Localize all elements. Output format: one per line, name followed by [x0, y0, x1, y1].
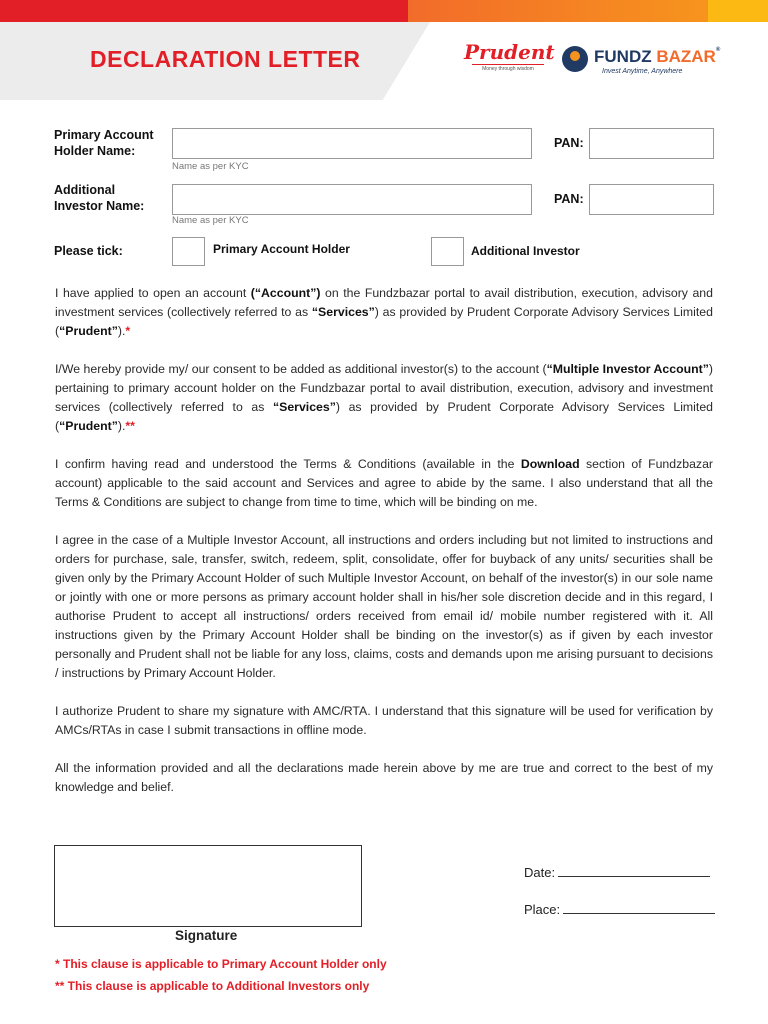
- paragraph-3: [55, 455, 713, 512]
- primary-holder-label-line1: Primary Account: [54, 128, 154, 142]
- top-bar-orange-segment: [408, 0, 708, 22]
- page-title: DECLARATION LETTER: [90, 46, 361, 72]
- additional-pan-label: PAN:: [554, 192, 584, 206]
- additional-investor-label: [54, 182, 144, 214]
- p2-text-c: ) pertaining to primary account holder on the Fundzbazar portal to avail distribution, execution, advisory and investment services (collectively referred to as: [55, 362, 713, 414]
- p2-bold-multiple-investor-account: “Multiple Investor Account”: [546, 362, 709, 376]
- fundzbazar-logo-text-b: BAZAR: [656, 47, 716, 66]
- p2-text-g: ).: [117, 419, 126, 433]
- additional-investor-name-input[interactable]: [172, 184, 532, 215]
- additional-investor-checkbox[interactable]: [431, 237, 464, 266]
- signature-box[interactable]: [54, 845, 362, 927]
- primary-holder-option-label: Primary Account Holder: [213, 242, 350, 256]
- p3-text-a: I confirm having read and understood the Terms & Conditions (available in the: [55, 457, 521, 471]
- p2-text-e: ) as provided by Prudent Corporate Advisory Services Limited (: [55, 400, 713, 433]
- additional-investor-label-line1: Additional: [54, 183, 116, 197]
- fundzbazar-trademark: ®: [715, 47, 721, 53]
- top-color-bar: [0, 0, 768, 22]
- p2-bold-services: “Services”: [272, 400, 336, 414]
- p1-text-c: on the Fundzbazar portal to avail distribution, execution, advisory and investment services (collectively referred to as: [55, 286, 713, 319]
- p2-bold-prudent: “Prudent”: [59, 419, 118, 433]
- primary-holder-checkbox[interactable]: [172, 237, 205, 266]
- date-field[interactable]: [524, 864, 710, 880]
- additional-pan-input[interactable]: [589, 184, 714, 215]
- p1-text-g: ).: [117, 324, 126, 338]
- top-bar-red-segment: [0, 0, 408, 22]
- primary-holder-label-line2: Holder Name:: [54, 144, 136, 158]
- fundzbazar-logo-text: [594, 47, 720, 67]
- please-tick-label: Please tick:: [54, 244, 123, 258]
- p1-bold-prudent: “Prudent”: [59, 324, 118, 338]
- fundzbazar-logo-icon: [562, 46, 588, 72]
- top-bar-yellow-segment: [708, 0, 768, 22]
- primary-holder-label: [54, 127, 154, 159]
- fundzbazar-logo: [562, 44, 722, 76]
- additional-investor-label-line2: Investor Name:: [54, 199, 145, 213]
- additional-investor-option-label: Additional Investor: [471, 244, 580, 258]
- p2-text-a: I/We hereby provide my/ our consent to be added as additional investor(s) to the account (: [55, 362, 547, 376]
- primary-holder-name-input[interactable]: [172, 128, 532, 159]
- p1-asterisk: *: [125, 324, 131, 338]
- declaration-body: [55, 284, 713, 816]
- place-line[interactable]: [563, 901, 715, 914]
- p1-text-e: ) as provided by Prudent Corporate Advisory Services Limited (: [55, 305, 713, 338]
- primary-pan-label: PAN:: [554, 136, 584, 150]
- paragraph-4: I agree in the case of a Multiple Investor Account, all instructions and orders including but not limited to instructions and orders for purchase, sale, transfer, switch, redeem, split, consolidate, offer for buyback of any units/ securities shall be given only by the Primary Account Holder of such Multiple Investor Account, on behalf of the investor(s) in our sole name or jointly with one or more persons as primary account holder shall in his/her sole discretion decide and in this regard, I authorise Prudent to accept all instructions/ orders received from email id/ mobile number registered with it. All instructions given by the Primary Account Holder shall be binding on the investor(s) as if given by each investor personally and Prudent shall not be liable for any loss, claims, costs and demands upon me arising pursuant to decisions / instructions by Primary Account Holder.: [55, 533, 713, 680]
- place-label: Place:: [524, 902, 561, 917]
- additional-investor-hint: Name as per KYC: [172, 215, 249, 226]
- footnote-additional: ** This clause is applicable to Additional Investors only: [55, 979, 370, 993]
- signature-label: Signature: [175, 928, 238, 943]
- p2-asterisk: **: [125, 419, 135, 433]
- prudent-logo-tagline: Money through wisdom: [472, 64, 544, 72]
- footnote-primary: * This clause is applicable to Primary Account Holder only: [55, 957, 387, 971]
- p1-bold-services: “Services”: [311, 305, 375, 319]
- paragraph-5: I authorize Prudent to share my signature with AMC/RTA. I understand that this signature will be used for verification by AMCs/RTAs in case I submit transactions in offline mode.: [55, 704, 713, 737]
- prudent-logo: [464, 42, 554, 72]
- fundzbazar-logo-text-a: FUNDZ: [594, 47, 652, 66]
- primary-pan-input[interactable]: [589, 128, 714, 159]
- date-line[interactable]: [558, 864, 710, 877]
- paragraph-1: [55, 284, 713, 341]
- date-label: Date:: [524, 865, 556, 880]
- paragraph-2: [55, 360, 713, 436]
- p1-bold-account: (“Account”): [250, 286, 321, 300]
- prudent-logo-text: Prudent: [464, 40, 555, 64]
- fundzbazar-slogan: Invest Anytime, Anywhere: [602, 68, 683, 75]
- place-field[interactable]: [524, 901, 715, 917]
- p3-bold-download: Download: [520, 457, 580, 471]
- p1-text-a: I have applied to open an account: [55, 286, 251, 300]
- paragraph-6: All the information provided and all the declarations made herein above by me are true and correct to the best of my knowledge and belief.: [55, 761, 713, 794]
- primary-holder-hint: Name as per KYC: [172, 161, 249, 172]
- p3-text-c: section of Fundzbazar account) applicable to the said account and Services and agree to abide by the same. I also understand that all the Terms & Conditions are subject to change from time to time, which will be binding on me.: [55, 457, 713, 509]
